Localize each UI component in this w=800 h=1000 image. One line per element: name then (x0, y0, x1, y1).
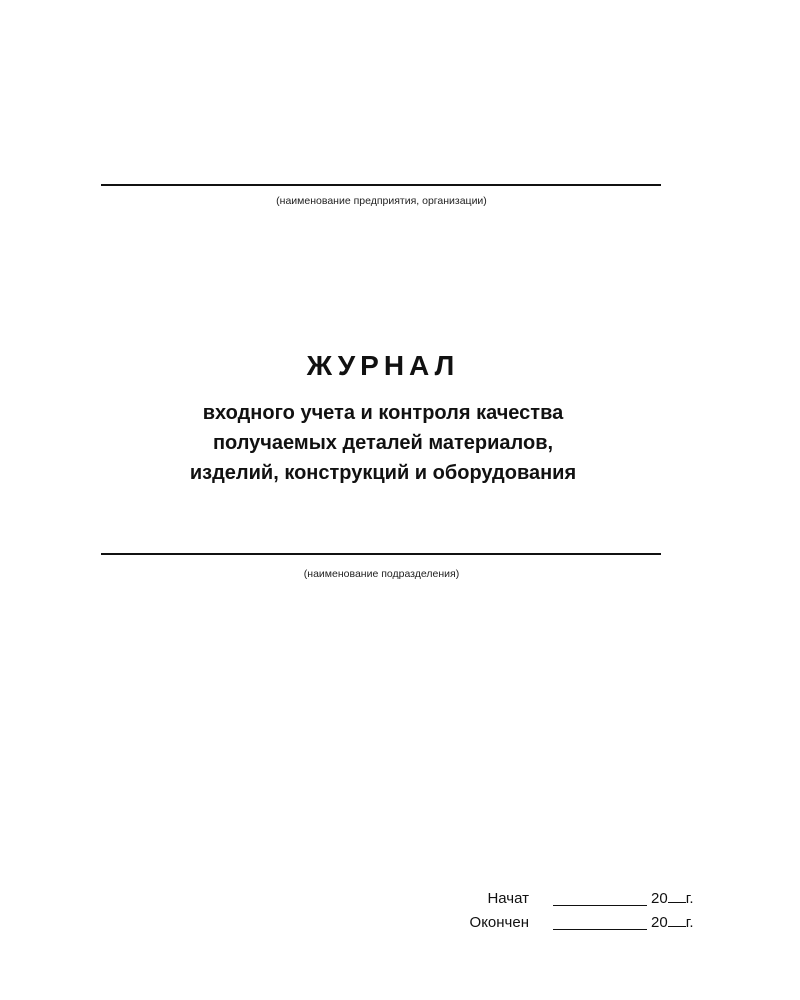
year-blank (668, 914, 686, 927)
division-caption: (наименование подразделения) (303, 568, 460, 580)
journal-title: ЖУРНАЛ (306, 350, 460, 381)
year-blank (668, 890, 686, 903)
subtitle-line: входного учета и контроля качества (202, 402, 564, 424)
division-name-line (101, 553, 661, 555)
started-year (651, 890, 694, 908)
subtitle-line: получаемых деталей материалов, (212, 432, 554, 454)
year-suffix: г. (685, 914, 694, 931)
year-prefix: 20 (651, 890, 668, 907)
started-label: Начат (487, 890, 529, 907)
ended-year (651, 914, 694, 932)
journal-subtitle (0, 398, 766, 488)
started-date-blank (553, 905, 647, 906)
year-prefix: 20 (651, 914, 668, 931)
organization-name-line (101, 184, 661, 186)
subtitle-line: изделий, конструкций и оборудования (189, 462, 577, 484)
year-suffix: г. (685, 890, 694, 907)
ended-label: Окончен (469, 914, 529, 931)
ended-date-blank (553, 929, 647, 930)
organization-caption: (наименование предприятия, организации) (276, 195, 487, 207)
